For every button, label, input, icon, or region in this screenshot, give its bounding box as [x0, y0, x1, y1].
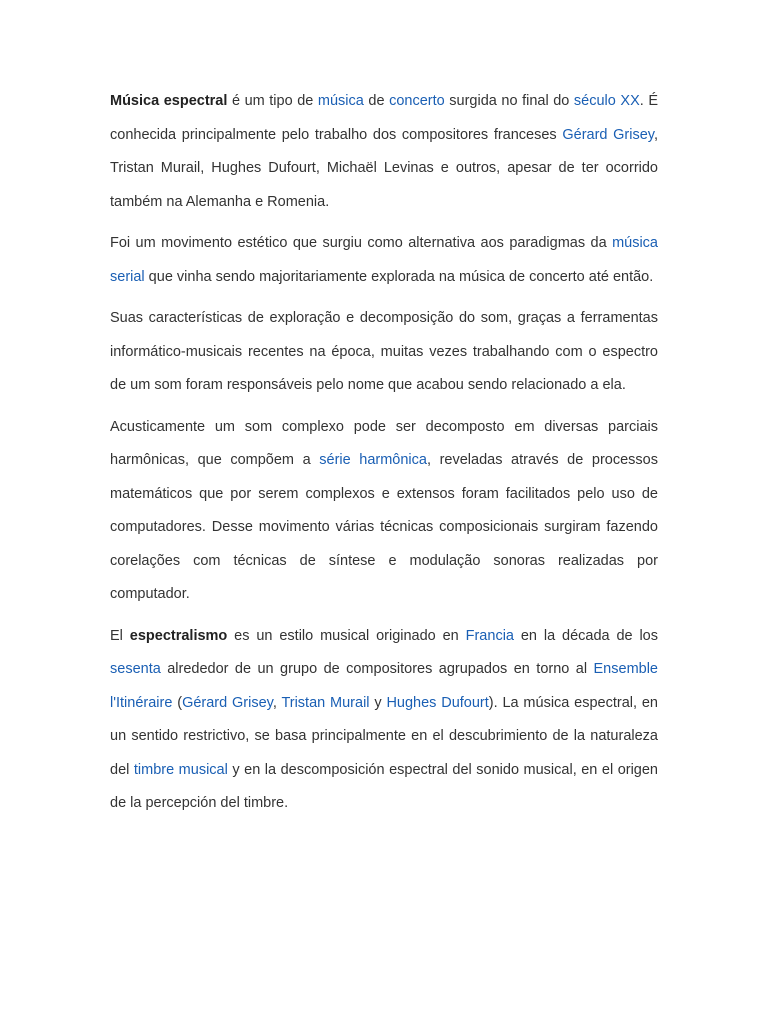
term-musica-espectral: Música espectral — [110, 93, 228, 109]
text: é um tipo de — [227, 93, 318, 109]
text: es un estilo musical originado en — [227, 627, 466, 644]
text: . É conhecida principalmente pelo trabalho dos compositores franceses — [110, 93, 659, 143]
link-hughes-dufourt[interactable]: Hughes Dufourt — [386, 694, 489, 711]
text: ). La música espectral, en un sentido restrictivo, se basa principalmente en el descubrimiento de la naturaleza del — [110, 694, 658, 778]
text: que vinha sendo majoritariamente explorada na música de concerto até então. — [144, 268, 654, 285]
text: y — [369, 694, 387, 711]
text: Foi um movimento estético que surgiu como alternativa aos paradigmas da — [110, 235, 613, 251]
link-francia[interactable]: Francia — [465, 627, 514, 644]
link-serie-harmonica[interactable]: série harmônica — [319, 452, 427, 468]
text: ( — [172, 694, 183, 711]
text: en la década de los — [513, 627, 658, 644]
text: , reveladas através de processos matemáticos que por serem complexos e extensos foram facilitados pelo uso de computadores. Desse movimento várias técnicas composicionais surgiram fazendo corelações com técnicas de síntese e modulação sonoras realizadas por computador. — [110, 452, 658, 602]
link-seculo-xx[interactable]: século XX — [573, 93, 640, 109]
link-musica-serial[interactable]: música serial — [110, 235, 658, 285]
text: de — [363, 93, 390, 109]
paragraph-1 — [110, 85, 658, 219]
document-body — [110, 85, 658, 829]
text: , — [272, 694, 282, 711]
link-tristan-murail[interactable]: Tristan Murail — [281, 694, 370, 711]
link-musica[interactable]: música — [317, 93, 364, 109]
term-espectralismo: espectralismo — [129, 627, 228, 644]
text: Acusticamente um som complexo pode ser decomposto em diversas parciais harmônicas, que compõem a — [110, 418, 658, 468]
paragraph-5 — [110, 620, 658, 821]
paragraph-4 — [110, 411, 658, 612]
paragraph-3 — [110, 302, 658, 403]
text: El — [110, 627, 130, 644]
text: alrededor de un grupo de compositores agrupados en torno al — [160, 661, 594, 677]
link-sesenta[interactable]: sesenta — [110, 661, 161, 677]
link-gerard-grisey[interactable]: Gérard Grisey — [562, 126, 654, 143]
text: Suas características de exploração e decomposição do som, graças a ferramentas informático-musicais recentes na época, muitas vezes trabalhando com o espectro de um som foram responsáveis pelo nome que acabou sendo relacionado a ela. — [110, 310, 658, 393]
paragraph-2 — [110, 227, 658, 294]
link-gerard-grisey-2[interactable]: Gérard Grisey — [182, 694, 273, 711]
text: surgida no final do — [444, 93, 574, 109]
link-timbre-musical[interactable]: timbre musical — [133, 761, 228, 778]
text: y en la descomposición espectral del sonido musical, en el origen de la percepción del timbre. — [110, 761, 659, 811]
link-ensemble-litineraire[interactable]: Ensemble l'Itinéraire — [110, 661, 658, 711]
link-concerto[interactable]: concerto — [389, 93, 445, 109]
text: , Tristan Murail, Hughes Dufourt, Michaël Levinas e outros, apesar de ter ocorrido também na Alemanha e Romenia. — [110, 126, 659, 210]
